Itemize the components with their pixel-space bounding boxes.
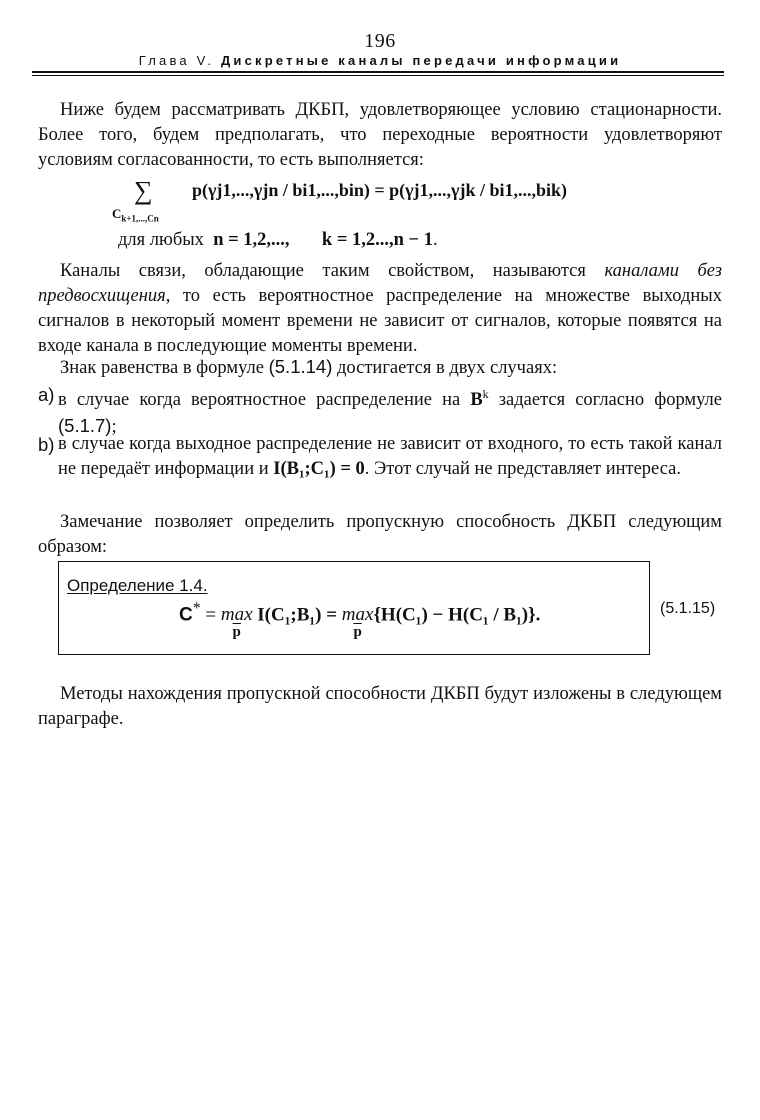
list-item-a: a) в случае когда вероятностное распределение на $B^k$ задается согласно формуле (5.1.7); xyxy=(38,384,722,438)
running-head-chapter: Глава V. xyxy=(138,53,215,68)
math-B: B xyxy=(470,390,483,411)
header-rule-thick xyxy=(32,71,724,73)
argument-p-2: $\overline{p}$ xyxy=(353,624,362,641)
math-mutual-information: I(B₁;C₁) = 0 xyxy=(273,459,365,479)
mutual-information-term: I(C₁;B₁) = xyxy=(257,604,342,626)
sum-index: $C_{k+1,...,Cn}$ xyxy=(112,206,159,224)
definition-title: Определение 1.4. xyxy=(67,576,208,595)
sum-index-range: k+1,...,C xyxy=(121,213,154,224)
max-operator-2: max $\overline{p}$ xyxy=(341,604,374,641)
term-no-anticipation: каналами без предвосхищения xyxy=(38,261,722,306)
running-head-title: Дискретные каналы передачи информации xyxy=(220,53,622,68)
math-B-sup: k xyxy=(482,387,489,401)
argument-p-1: $\overline{p}$ xyxy=(232,624,241,641)
definition-box xyxy=(58,561,650,655)
list-marker-b: b) xyxy=(38,434,55,455)
formula-condition: для любых n = 1,2,..., k = 1,2...,n − 1. xyxy=(118,230,438,250)
condition-label: для любых xyxy=(118,230,204,250)
page-number: 196 xyxy=(364,30,396,52)
list-item-b: b) в случае когда выходное распределение не зависит от входного, то есть такой канал не передаёт информации и I(B₁;C₁) = 0. Этот случай не представляет интереса. xyxy=(38,434,722,479)
running-head xyxy=(50,53,710,68)
condition-n: n = 1,2,..., xyxy=(213,230,290,250)
sum-symbol: ∑ xyxy=(134,176,153,205)
entropy-difference-term: {H(C₁) − H(C₁ / B₁)}. xyxy=(373,604,541,626)
paragraph-intro: Ниже будем рассматривать ДКБП, удовлетворяющее условию стационарности. Более того, будем предполагать, что переходные вероятности удовлетворяют условиям согласованности, то есть выполняется: xyxy=(38,100,722,170)
paragraph-equality: Знак равенства в формуле (5.1.14) достигается в двух случаях: xyxy=(60,356,558,378)
capacity-star: * xyxy=(192,600,201,617)
paragraph-remark: Замечание позволяет определить пропускную способность ДКБП следующим образом: xyxy=(38,512,722,557)
paragraph-methods: Методы нахождения пропускной способности ДКБП будут изложены в следующем параграфе. xyxy=(38,684,722,729)
paragraph-channels: Каналы связи, обладающие таким свойством, называются каналами без предвосхищения, то есть вероятностное распределение на множестве выходных сигналов в некоторый момент времени не зависит от сигналов, которые появятся на входе канала в последующие моменты времени. xyxy=(38,261,722,356)
consistency-expression: p(γj1,...,γjn / bi1,...,bin) = p(γj1,...,γjk / bi1,...,bik) xyxy=(192,180,568,200)
header-rule-thin xyxy=(32,75,724,76)
condition-k: k = 1,2...,n − 1 xyxy=(321,230,433,250)
formula-consistency xyxy=(104,176,684,228)
formula-ref-5-1-14: (5.1.14) xyxy=(268,356,333,377)
sum-index-end: n xyxy=(153,213,159,224)
definition-formula: C* = max $\overline{p}$ I(C₁;B₁) = max $\overline{p}$ {H(C₁) − H(C₁ / B₁)}. xyxy=(179,600,541,641)
formula-ref-5-1-7: (5.1.7) xyxy=(58,415,112,437)
max-operator-1: max $\overline{p}$ xyxy=(220,604,253,641)
capacity-symbol: C xyxy=(179,604,193,626)
equation-number: (5.1.15) xyxy=(660,600,716,617)
list-marker-a: a) xyxy=(38,384,55,405)
